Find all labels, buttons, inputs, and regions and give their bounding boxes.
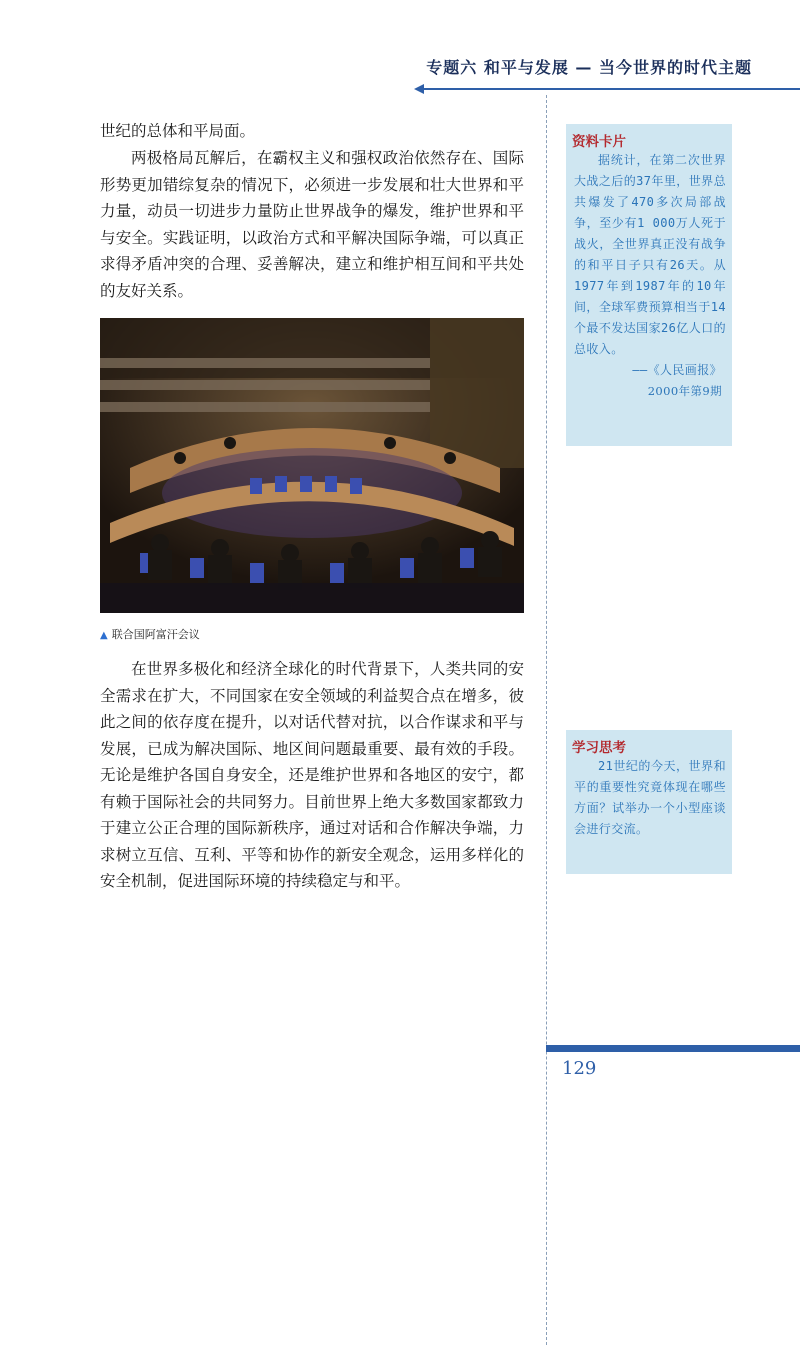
un-meeting-photo xyxy=(100,318,524,613)
info-card-source-date: 2000年第9期 xyxy=(647,384,722,398)
caption-text: 联合国阿富汗会议 xyxy=(111,628,200,641)
paragraph-bipolar: 两极格局瓦解后，在霸权主义和强权政治依然存在、国际形势更加错综复杂的情况下，必须进一步发展和壮大世界和平力量，动员一切进步力量防止世界战争的爆发，维护世界和平与安全。实践证明，以政治方式和平解决国际争端，可以真正求得矛盾冲突的合理、妥善解决，建立和维护相互间和平共处的友好关系。 xyxy=(100,149,524,300)
arrow-left-icon xyxy=(414,84,424,94)
footer-bar xyxy=(546,1045,800,1052)
chapter-title: 专题六 和平与发展 — 当今世界的时代主题 xyxy=(426,58,752,77)
info-card-text: 据统计，在第二次世界大战之后的37年里，世界总共爆发了470多次局部战争，至少有1 000万人死于战火，全世界真正没有战争的和平日子只有26天。从1977年到1987年的10年间，全球军费预算相当于14个最不发达国家26亿人口的总收入。 xyxy=(574,153,726,356)
info-card xyxy=(566,124,732,446)
photo-caption xyxy=(100,626,200,642)
column-divider xyxy=(546,95,547,1345)
page-header xyxy=(0,0,800,100)
info-card-body xyxy=(566,148,732,410)
study-question-title: 学习思考 xyxy=(572,740,626,756)
info-card-source: ——《人民画报》 xyxy=(632,363,722,377)
info-card-title: 资料卡片 xyxy=(572,134,626,150)
paragraph-continuation: 世纪的总体和平局面。 xyxy=(100,122,256,140)
study-question-body xyxy=(566,754,732,848)
study-question-box xyxy=(566,730,732,874)
paragraph-multipolar: 在世界多极化和经济全球化的时代背景下，人类共同的安全需求在扩大，不同国家在安全领域的利益契合点在增多，彼此之间的依存度在提升，以对话代替对抗，以合作谋求和平与发展，已成为解决国际、地区间问题最重要、最有效的手段。无论是维护各国自身安全，还是维护世界和各地区的安宁，都有赖于国际社会的共同努力。目前世界上绝大多数国家都致力于建立公正合理的国际新秩序，通过对话和合作解决争端，力求树立互信、互利、平等和协作的新安全观念，运用多样化的安全机制，促进国际环境的持续稳定与和平。 xyxy=(100,660,524,890)
page-number: 129 xyxy=(562,1058,597,1079)
triangle-icon: ▲ xyxy=(100,630,108,641)
study-question-text: 21世纪的今天，世界和平的重要性究竟体现在哪些方面？试举办一个小型座谈会进行交流。 xyxy=(574,759,726,836)
header-rule xyxy=(418,88,800,90)
